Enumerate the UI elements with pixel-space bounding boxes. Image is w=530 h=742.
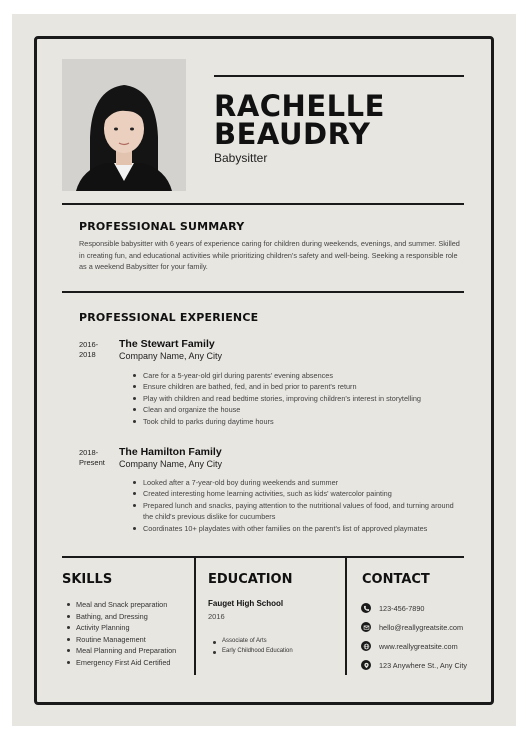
list-item: Created interesting home learning activities, such as kids' watercolor painting <box>132 488 462 499</box>
header-divider-top <box>214 75 464 77</box>
resume-page <box>12 14 516 726</box>
skills-list <box>66 599 196 668</box>
job-responsibilities <box>132 477 462 534</box>
job-responsibilities <box>132 370 462 427</box>
location-pin-icon <box>361 660 371 670</box>
list-item: Routine Management <box>66 634 196 646</box>
list-item: Ensure children are bathed, fed, and in bed prior to parent's return <box>132 381 462 392</box>
list-item: Bathing, and Dressing <box>66 611 196 623</box>
job-company: Company Name, Any City <box>119 459 223 469</box>
contact-phone <box>361 602 424 614</box>
contact-website <box>361 640 458 652</box>
experience-divider <box>62 291 464 293</box>
bottom-sections-divider <box>62 556 464 558</box>
job-date-start: 2018- <box>79 448 99 457</box>
education-details <box>212 637 352 656</box>
portrait-illustration <box>62 59 186 191</box>
contact-address <box>361 659 467 671</box>
job-date-start: 2016- <box>79 340 99 349</box>
job-title: The Stewart Family <box>119 338 215 350</box>
contact-address-text: 123 Anywhere St., Any City <box>379 660 468 670</box>
list-item: Care for a 5-year-old girl during parents' evening absences <box>132 370 462 381</box>
list-item: Meal and Snack preparation <box>66 599 196 611</box>
list-item: Looked after a 7-year-old boy during weekends and summer <box>132 477 462 488</box>
profile-photo <box>62 59 186 191</box>
contact-email-text: hello@reallygreatsite.com <box>379 622 464 632</box>
job-date-end: 2018 <box>79 350 96 359</box>
education-year: 2016 <box>208 612 225 621</box>
email-icon <box>361 622 371 632</box>
list-item: Emergency First Aid Certified <box>66 657 196 669</box>
contact-website-text: www.reallygreatsite.com <box>379 641 458 651</box>
list-item: Early Childhood Education <box>212 647 352 657</box>
list-item: Took child to parks during daytime hours <box>132 416 462 427</box>
summary-divider <box>62 203 464 205</box>
candidate-name <box>214 89 474 151</box>
summary-heading: PROFESSIONAL SUMMARY <box>79 220 245 233</box>
list-item: Activity Planning <box>66 622 196 634</box>
candidate-first-name: RACHELLE <box>214 89 385 123</box>
candidate-last-name: BEAUDRY <box>214 117 371 151</box>
skills-heading: SKILLS <box>62 572 113 587</box>
education-contact-separator <box>345 557 347 675</box>
contact-email <box>361 621 463 633</box>
experience-heading: PROFESSIONAL EXPERIENCE <box>79 311 259 324</box>
list-item: Meal Planning and Preparation <box>66 645 196 657</box>
globe-icon <box>361 641 371 651</box>
list-item: Play with children and read bedtime stories, improving children's interest in storytelling <box>132 393 462 404</box>
job-dates <box>79 340 119 360</box>
job-date-end: Present <box>79 458 105 467</box>
list-item: Coordinates 10+ playdates with other families on the parent's list of approved playmates <box>132 523 462 534</box>
education-heading: EDUCATION <box>208 572 293 587</box>
contact-heading: CONTACT <box>362 572 430 587</box>
job-company: Company Name, Any City <box>119 351 223 361</box>
phone-icon <box>361 603 371 613</box>
summary-text: Responsible babysitter with 6 years of experience caring for children during weekends, evenings, and summer. Skilled in creating fun, and educational activities while prioritizing children's safety and well-being. Seeking a responsible role as a weekend Babysitter for your family. <box>79 239 460 272</box>
education-school: Fauget High School <box>208 599 284 608</box>
list-item: Associate of Arts <box>212 637 352 647</box>
list-item: Clean and organize the house <box>132 404 462 415</box>
list-item: Prepared lunch and snacks, paying attention to the nutritional values of food, and turning around the child's previous dislike for cucumbers <box>132 500 462 523</box>
job-title: The Hamilton Family <box>119 446 222 458</box>
job-role: Babysitter <box>214 151 268 165</box>
job-dates <box>79 448 119 468</box>
contact-phone-text: 123-456-7890 <box>379 603 425 613</box>
